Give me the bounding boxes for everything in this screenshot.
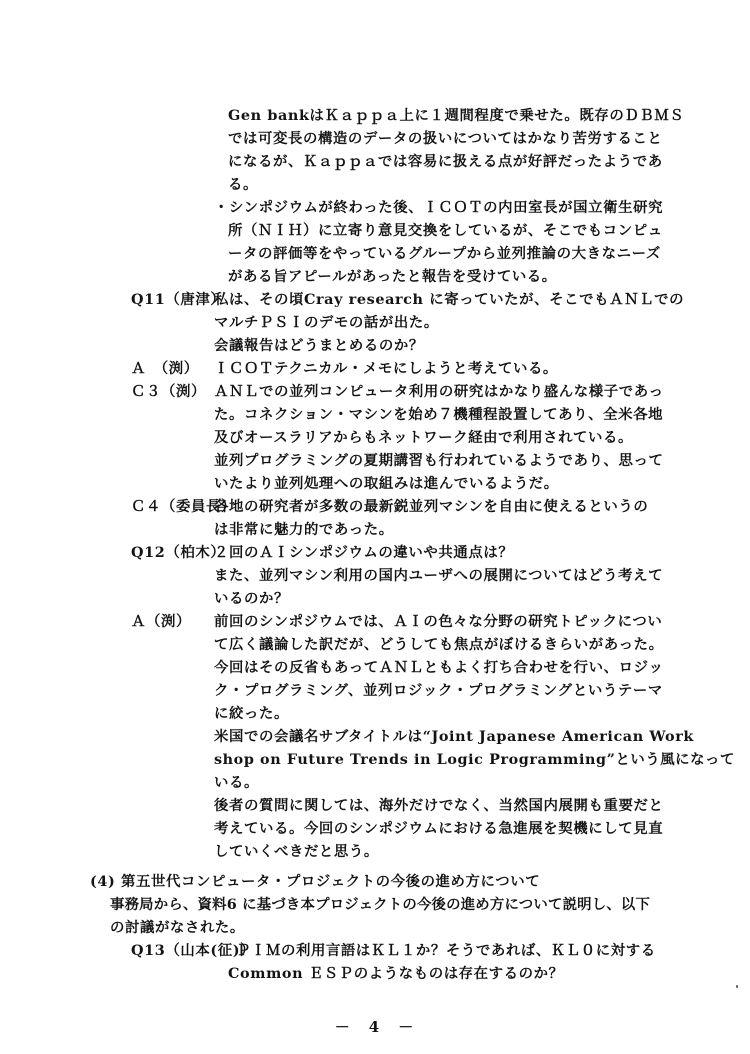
bullet-line: ・シンポジウムが終わった後、ＩＣＯＴの内田室長が国立衛生研究 (214, 199, 664, 216)
text-line: ＩＣＯＴテクニカル・メモにしようと考えている。 (214, 360, 558, 377)
text-line: 今回はその反省もあってＡＮＬともよく打ち合わせを行い、ロジッ (214, 659, 664, 676)
text-line: 及びオースラリアからもネットワーク経由で利用されている。 (214, 429, 634, 446)
speaker-q13: Q13（山本(征)） (131, 942, 256, 959)
text-line: 並列プログラミングの夏期講習も行われているようであり、思って (214, 452, 664, 469)
text-line: ２回のＡＩシンポジウムの違いや共通点は？ (214, 544, 514, 561)
text-line: 後者の質問に関しては、海外だけでなく、当然国内展開も重要だと (214, 797, 664, 814)
text-line: 米国での会議名サブタイトルは“Joint Japanese American Work (214, 728, 694, 745)
text-line: いる。 (214, 774, 259, 791)
text-line: 会議報告はどうまとめるのか？ (214, 337, 424, 354)
text-line: た。コネクション・マシンを始め７機種程設置してあり、全米各地 (214, 406, 664, 423)
text-line: になるが、Ｋａｐｐａでは容易に扱える点が好評だったようであ (228, 153, 663, 170)
text-line: 前回のシンポジウムでは、ＡＩの色々な分野の研究トピックについ (214, 613, 663, 630)
text-line: に絞った。 (214, 705, 289, 722)
text-line: は非常に魅力的であった。 (214, 521, 394, 538)
text-line: 各地の研究者が多数の最新鋭並列マシンを自由に使えるというの (214, 498, 649, 515)
text-line: がある旨アピールがあったと報告を受けている。 (228, 268, 557, 285)
speaker-c3: Ｃ３（渕） (131, 383, 206, 400)
section-heading: (4) 第五世代コンピュータ・プロジェクトの今後の進め方について (90, 873, 541, 890)
text-line: また、並列マシン利用の国内ユーザへの展開についてはどう考えて (214, 567, 664, 584)
text-line: 私は、その頃Cray research に寄っていたが、そこでもＡＮＬでの (214, 291, 685, 308)
text-line: ＡＮＬでの並列コンピュータ利用の研究はかなり盛んな様子であっ (214, 383, 664, 400)
text-line: ク・プログラミング、並列ロジック・プログラミングというテーマ (214, 682, 663, 699)
speaker-c4: Ｃ４（委員長） (131, 498, 236, 515)
text-line: Gen bankはＫａｐｐａ上に１週間程度で乗せた。既存のＤＢＭＳ (228, 107, 685, 124)
speaker-q12: Q12（柏木） (131, 544, 226, 561)
text-line: マルチＰＳＩのデモの話が出た。 (214, 314, 439, 331)
scan-speck (736, 985, 738, 988)
speaker-q11: Q11（唐津） (131, 291, 226, 308)
speaker-a1: Ａ （渕） (131, 360, 199, 377)
text-line: いたより並列処理への取組みは進んでいるようだ。 (214, 475, 559, 492)
text-line: いるのか？ (214, 590, 289, 607)
page-number: － 4 － (334, 1018, 416, 1036)
text-line: Common ＥＳＰのようなものは存在するのか？ (228, 965, 564, 982)
text-line: では可変長の構造のデータの扱いについてはかなり苦労すること (228, 130, 663, 147)
text-line: 所（ＮＩＨ）に立寄り意見交換をしているが、そこでもコンピュ (228, 222, 663, 239)
text-line: shop on Future Trends in Logic Programming”という風になって (214, 751, 735, 768)
text-line: の討議がなされた。 (110, 919, 245, 936)
text-line: 考えている。今回のシンポジウムにおける急進展を契機にして見直 (214, 820, 664, 837)
text-line: ＰＩＭの利用言語はＫＬ１か？そうであれば、ＫＬ０に対する (236, 942, 656, 959)
text-line: していくべきだと思う。 (214, 843, 379, 860)
text-line: る。 (228, 176, 258, 193)
text-line: 事務局から、資料6 に基づき本プロジェクトの今後の進め方について説明し、以下 (110, 896, 651, 913)
speaker-a2: Ａ（渕） (131, 613, 191, 630)
text-line: ータの評価等をやっているグループから並列推論の大きなニーズ (228, 245, 661, 262)
text-line: て広く議論した訳だが、どうしても焦点がぼけるきらいがあった。 (214, 636, 664, 653)
